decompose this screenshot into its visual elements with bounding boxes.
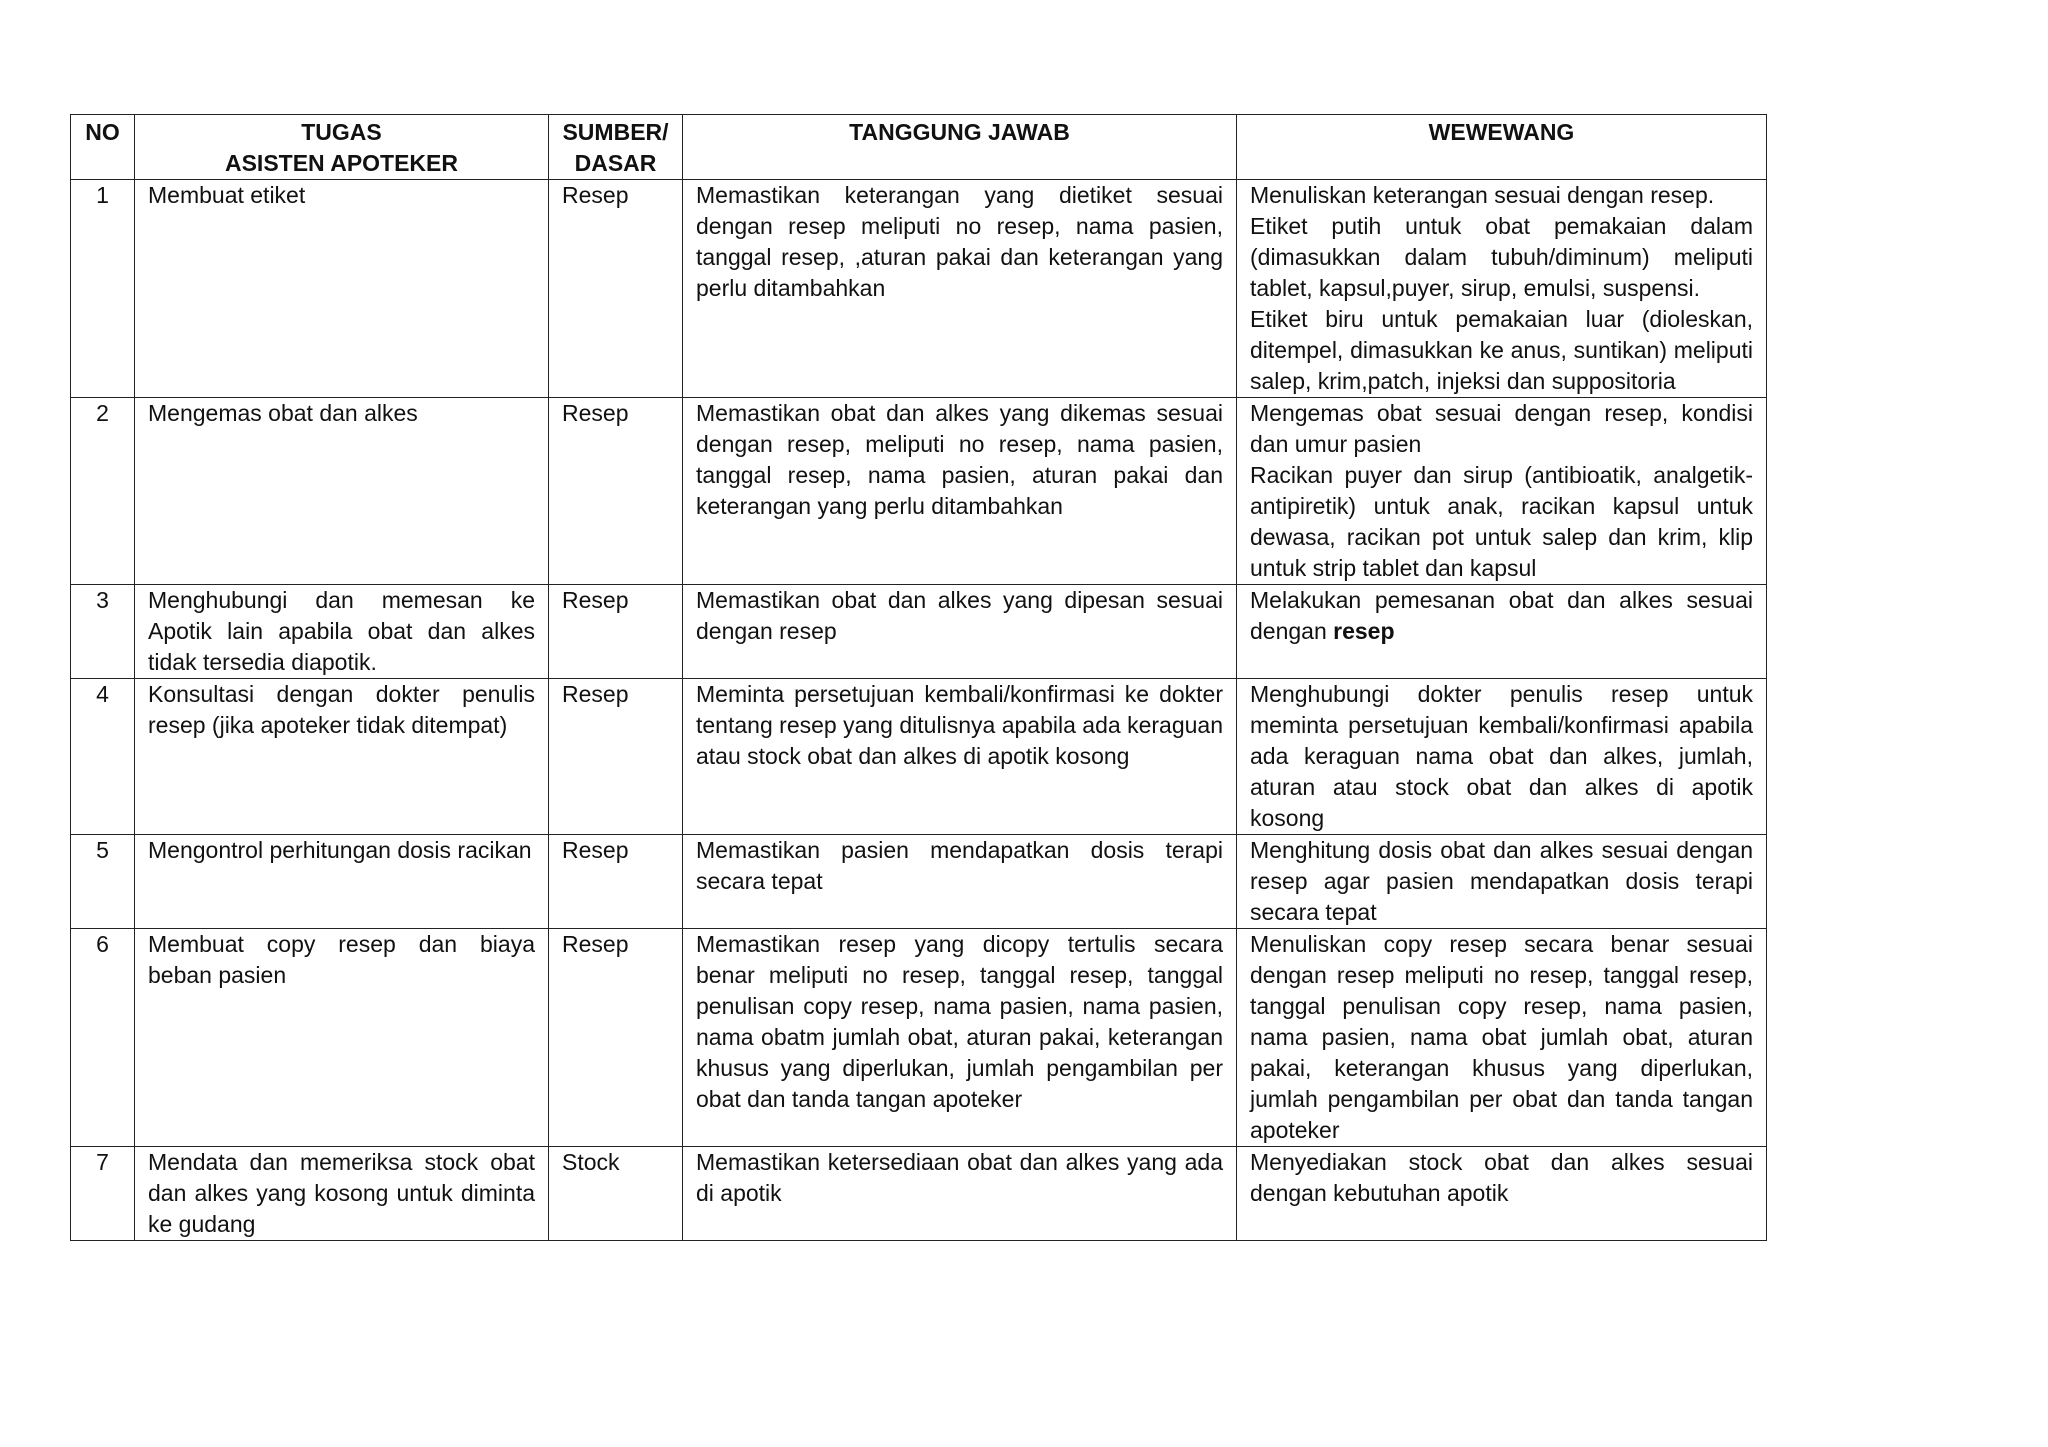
row-tanggung-jawab: Memastikan obat dan alkes yang dipesan sesuai dengan resep [683,585,1237,679]
table-row [71,585,1767,679]
header-tanggung-jawab: TANGGUNG JAWAB [683,115,1237,180]
header-wewenang: WEWEWANG [1237,115,1767,180]
row-no: 6 [71,929,135,1147]
row-wewenang [1237,180,1767,398]
table-row [71,398,1767,585]
wewenang-paragraph: Mengemas obat sesuai dengan resep, kondisi dan umur pasien [1250,400,1753,457]
row-tanggung-jawab: Memastikan obat dan alkes yang dikemas sesuai dengan resep, meliputi no resep, nama pasien, tanggal resep, nama pasien, aturan pakai dan keterangan yang perlu ditambahkan [683,398,1237,585]
row-tugas: Mendata dan memeriksa stock obat dan alkes yang kosong untuk diminta ke gudang [135,1147,549,1241]
row-wewenang: Melakukan pemesanan obat dan alkes sesuai dengan resep [1237,585,1767,679]
row-no: 4 [71,679,135,835]
tasks-table [70,114,1767,1241]
row-no: 7 [71,1147,135,1241]
header-tugas: TUGAS ASISTEN APOTEKER [135,115,549,180]
row-tugas: Konsultasi dengan dokter penulis resep (jika apoteker tidak ditempat) [135,679,549,835]
row-sumber: Resep [549,180,683,398]
row-tugas: Membuat etiket [135,180,549,398]
row-sumber: Resep [549,398,683,585]
wewenang-paragraph: Etiket putih untuk obat pemakaian dalam (dimasukkan dalam tubuh/diminum) meliputi tablet, kapsul,puyer, sirup, emulsi, suspensi. [1250,213,1753,301]
table-row [71,835,1767,929]
row-tugas: Mengontrol perhitungan dosis racikan [135,835,549,929]
row-tugas: Mengemas obat dan alkes [135,398,549,585]
row-no: 1 [71,180,135,398]
row-tanggung-jawab: Memastikan ketersediaan obat dan alkes yang ada di apotik [683,1147,1237,1241]
wewenang-paragraph: Racikan puyer dan sirup (antibioatik, analgetik-antipiretik) untuk anak, racikan kapsul untuk dewasa, racikan pot untuk salep dan krim, klip untuk strip tablet dan kapsul [1250,462,1753,581]
row-wewenang [1237,398,1767,585]
row-tugas: Menghubungi dan memesan ke Apotik lain apabila obat dan alkes tidak tersedia diapotik. [135,585,549,679]
row-tanggung-jawab: Memastikan pasien mendapatkan dosis terapi secara tepat [683,835,1237,929]
header-no: NO [71,115,135,180]
row-no: 3 [71,585,135,679]
wewenang-paragraph: Menuliskan keterangan sesuai dengan resep. [1250,182,1715,208]
row-wewenang: Menyediakan stock obat dan alkes sesuai dengan kebutuhan apotik [1237,1147,1767,1241]
row-sumber: Resep [549,679,683,835]
table-row [71,180,1767,398]
row-sumber: Resep [549,929,683,1147]
row-sumber: Resep [549,585,683,679]
row-no: 5 [71,835,135,929]
row-tanggung-jawab: Memastikan keterangan yang dietiket sesuai dengan resep meliputi no resep, nama pasien, tanggal resep, ,aturan pakai dan keterangan yang perlu ditambahkan [683,180,1237,398]
wewenang-paragraph: Etiket biru untuk pemakaian luar (dioleskan, ditempel, dimasukkan ke anus, suntikan) meliputi salep, krim,patch, injeksi dan suppositoria [1250,306,1753,394]
row-wewenang: Menghitung dosis obat dan alkes sesuai dengan resep agar pasien mendapatkan dosis terapi secara tepat [1237,835,1767,929]
bold-resep: resep [1333,618,1395,644]
table-row [71,679,1767,835]
header-row [71,115,1767,180]
table-row [71,1147,1767,1241]
row-no: 2 [71,398,135,585]
row-sumber: Stock [549,1147,683,1241]
row-tanggung-jawab: Meminta persetujuan kembali/konfirmasi ke dokter tentang resep yang ditulisnya apabila ada keraguan atau stock obat dan alkes di apotik kosong [683,679,1237,835]
row-sumber: Resep [549,835,683,929]
header-sumber: SUMBER/ DASAR [549,115,683,180]
row-wewenang: Menghubungi dokter penulis resep untuk meminta persetujuan kembali/konfirmasi apabila ada keraguan nama obat dan alkes, jumlah, aturan atau stock obat dan alkes di apotik kosong [1237,679,1767,835]
table-row [71,929,1767,1147]
row-wewenang: Menuliskan copy resep secara benar sesuai dengan resep meliputi no resep, tanggal resep, tanggal penulisan copy resep, nama pasien, nama pasien, nama obat jumlah obat, aturan pakai, keterangan khusus yang diperlukan, jumlah pengambilan per obat dan tanda tangan apoteker [1237,929,1767,1147]
row-tugas: Membuat copy resep dan biaya beban pasien [135,929,549,1147]
row-tanggung-jawab: Memastikan resep yang dicopy tertulis secara benar meliputi no resep, tanggal resep, tanggal penulisan copy resep, nama pasien, nama pasien, nama obatm jumlah obat, aturan pakai, keterangan khusus yang diperlukan, jumlah pengambilan per obat dan tanda tangan apoteker [683,929,1237,1147]
